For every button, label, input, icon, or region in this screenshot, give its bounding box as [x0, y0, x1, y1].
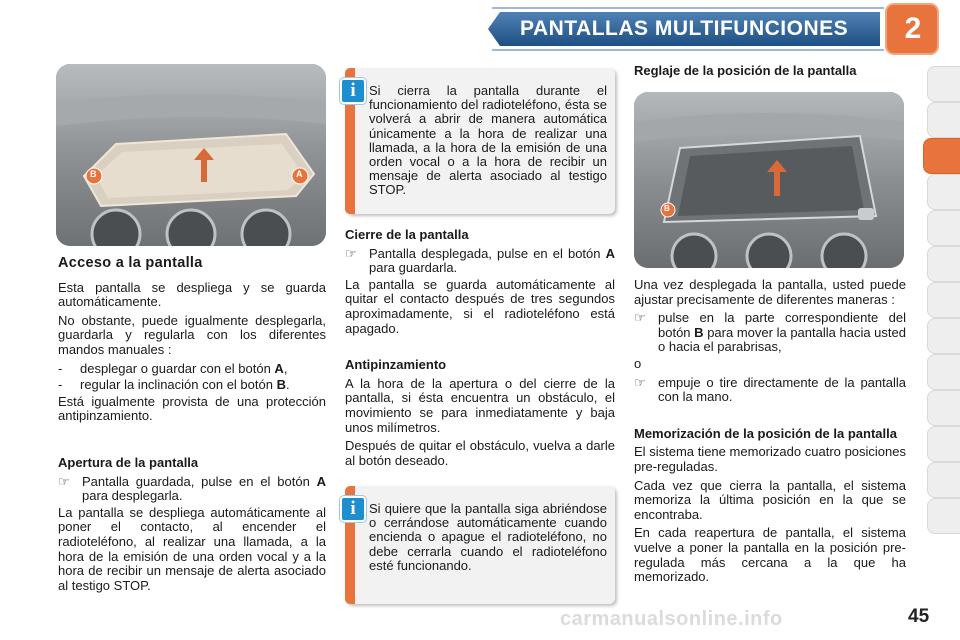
hand-pointer-icon: ☞: [634, 310, 646, 326]
chapter-tab[interactable]: [927, 282, 960, 318]
section-heading-apertura: Apertura de la pantalla: [58, 454, 199, 470]
list-item-text: para guardarla.: [369, 260, 458, 276]
chapter-tab[interactable]: [927, 318, 960, 354]
hand-pointer-icon: ☞: [58, 473, 70, 489]
paragraph: Esta pantalla se despliega y se guarda automáticamente.: [58, 279, 326, 310]
info-icon: i: [340, 496, 366, 522]
list-item: [634, 376, 906, 405]
chapter-tab[interactable]: [927, 246, 960, 282]
chapter-tab[interactable]: [927, 390, 960, 426]
dashboard-illustration: [634, 92, 904, 268]
section-heading-acceso: Acceso a la pantalla: [58, 255, 203, 271]
chapter-tab[interactable]: [927, 426, 960, 462]
column-3-heading: [634, 64, 906, 83]
paragraph: Está igualmente provista de una protección antipinzamiento.: [58, 393, 326, 424]
section-heading-cierre: Cierre de la pantalla: [345, 227, 469, 242]
chapter-tab[interactable]: [927, 210, 960, 246]
photo-label-b: B: [664, 204, 670, 213]
button-key-label: A: [605, 245, 615, 261]
button-key-label: A: [274, 360, 284, 376]
chapter-tab[interactable]: [927, 498, 960, 534]
punctuation: ,: [283, 360, 288, 376]
dashboard-illustration: [56, 64, 326, 246]
dashboard-photo-closed: [56, 64, 326, 246]
paragraph: Después de quitar el obstáculo, vuelva a darle al botón deseado.: [345, 438, 615, 468]
info-text: Si cierra la pantalla durante el funcionamiento del radioteléfono, ésta se volverá a abrir de manera automática únicamente a la hora de realizar una llamada, a la hora de la emisión de una orden vocal o a la hora de recibir un mensaje de alerta asociado al testigo STOP.: [369, 83, 607, 198]
list-item: [58, 475, 326, 504]
hand-pointer-icon: ☞: [345, 245, 357, 261]
list-item-text: pulse en la parte correspondiente del botón: [658, 310, 906, 340]
paragraph: El sistema tiene memorizado cuatro posiciones pre-reguladas.: [634, 444, 906, 474]
chapter-tab[interactable]: [927, 66, 960, 102]
page-number: 45: [908, 606, 930, 627]
list-item: [58, 378, 326, 393]
info-text: Si quiere que la pantalla siga abriéndose o cerrándose automáticamente cuando encienda o apague el radioteléfono, no debe cerrarla cuando el radioteléfono esté funcionando.: [369, 501, 607, 573]
column-2: [345, 228, 615, 472]
button-key-label: B: [276, 377, 286, 393]
paragraph: Una vez desplegada la pantalla, usted puede ajustar precisamente de diferentes maneras :: [634, 277, 906, 307]
section-heading-memorizacion: Memorización de la posición de la pantalla: [634, 425, 897, 441]
dash-marker: -: [58, 360, 63, 376]
page-title: PANTALLAS MULTIFUNCIONES: [520, 17, 849, 40]
chapter-tab[interactable]: [927, 462, 960, 498]
info-box-bottom: [345, 486, 615, 604]
list-item-text: regular la inclinación con el botón: [80, 377, 277, 393]
column-3: [634, 278, 906, 589]
chapter-tab[interactable]: [927, 174, 960, 210]
list-item-text: para mover la pantalla hacia usted o hacia el parabrisas,: [658, 324, 906, 355]
list-item-text: Pantalla guardada, pulse en el botón: [82, 473, 317, 489]
column-1: [58, 256, 326, 597]
section-heading-antipinzamiento: Antipinzamiento: [345, 357, 447, 373]
chapter-tab[interactable]: [927, 354, 960, 390]
paragraph: No obstante, puede igualmente desplegarla, guardarla y regularla con los diferentes mandos manuales :: [58, 312, 326, 357]
info-box-top: [345, 68, 615, 214]
photo-label-b: B: [90, 169, 97, 179]
paragraph: En cada reapertura de pantalla, el sistema vuelve a poner la pantalla en la posición pre-regulada más cercana a la que ha memorizado.: [634, 525, 906, 585]
paragraph: o: [634, 355, 642, 371]
hand-pointer-icon: ☞: [634, 374, 646, 390]
list-item-text: para desplegarla.: [82, 488, 183, 504]
watermark: carmanualsonline.info: [560, 608, 783, 630]
list-item: [345, 247, 615, 276]
dash-marker: -: [58, 377, 63, 393]
list-item-text: empuje o tire directamente de la pantalla con la mano.: [658, 374, 906, 405]
paragraph: Cada vez que cierra la pantalla, el sistema memoriza la última posición en la que se encontraba.: [634, 477, 906, 522]
chapter-tab[interactable]: [927, 102, 960, 138]
button-key-label: A: [316, 473, 326, 489]
photo-label-a: A: [296, 169, 303, 179]
chapter-number: 2: [904, 12, 922, 45]
paragraph: A la hora de la apertura o del cierre de la pantalla, si ésta encuentra un obstáculo, el movimiento se para inmediatamente y baja unos milímetros.: [345, 375, 615, 435]
paragraph: La pantalla se despliega automáticamente al poner el contacto, al encender el radioteléfono, al realizar una llamada, a la hora de la emisión de una orden vocal y a la hora de recibir un mensaje de alerta asociado al testigo STOP.: [58, 504, 326, 593]
chapter-tabs: [926, 66, 960, 586]
chapter-tab-active[interactable]: [923, 138, 960, 174]
page-header: [0, 0, 960, 58]
list-item-text: Pantalla desplegada, pulse en el botón: [369, 245, 606, 261]
button-key-label: B: [694, 324, 704, 340]
info-icon: i: [340, 78, 366, 104]
list-item: [58, 362, 326, 377]
section-heading-reglaje: Reglaje de la posición de la pantalla: [634, 63, 857, 78]
punctuation: .: [285, 377, 290, 393]
list-item-text: desplegar o guardar con el botón: [80, 360, 275, 376]
dashboard-photo-open: [634, 92, 904, 268]
paragraph: La pantalla se guarda automáticamente al quitar el contacto después de tres segundos aproximadamente, si el radioteléfono está apagado.: [345, 276, 615, 336]
list-item: [634, 311, 906, 355]
